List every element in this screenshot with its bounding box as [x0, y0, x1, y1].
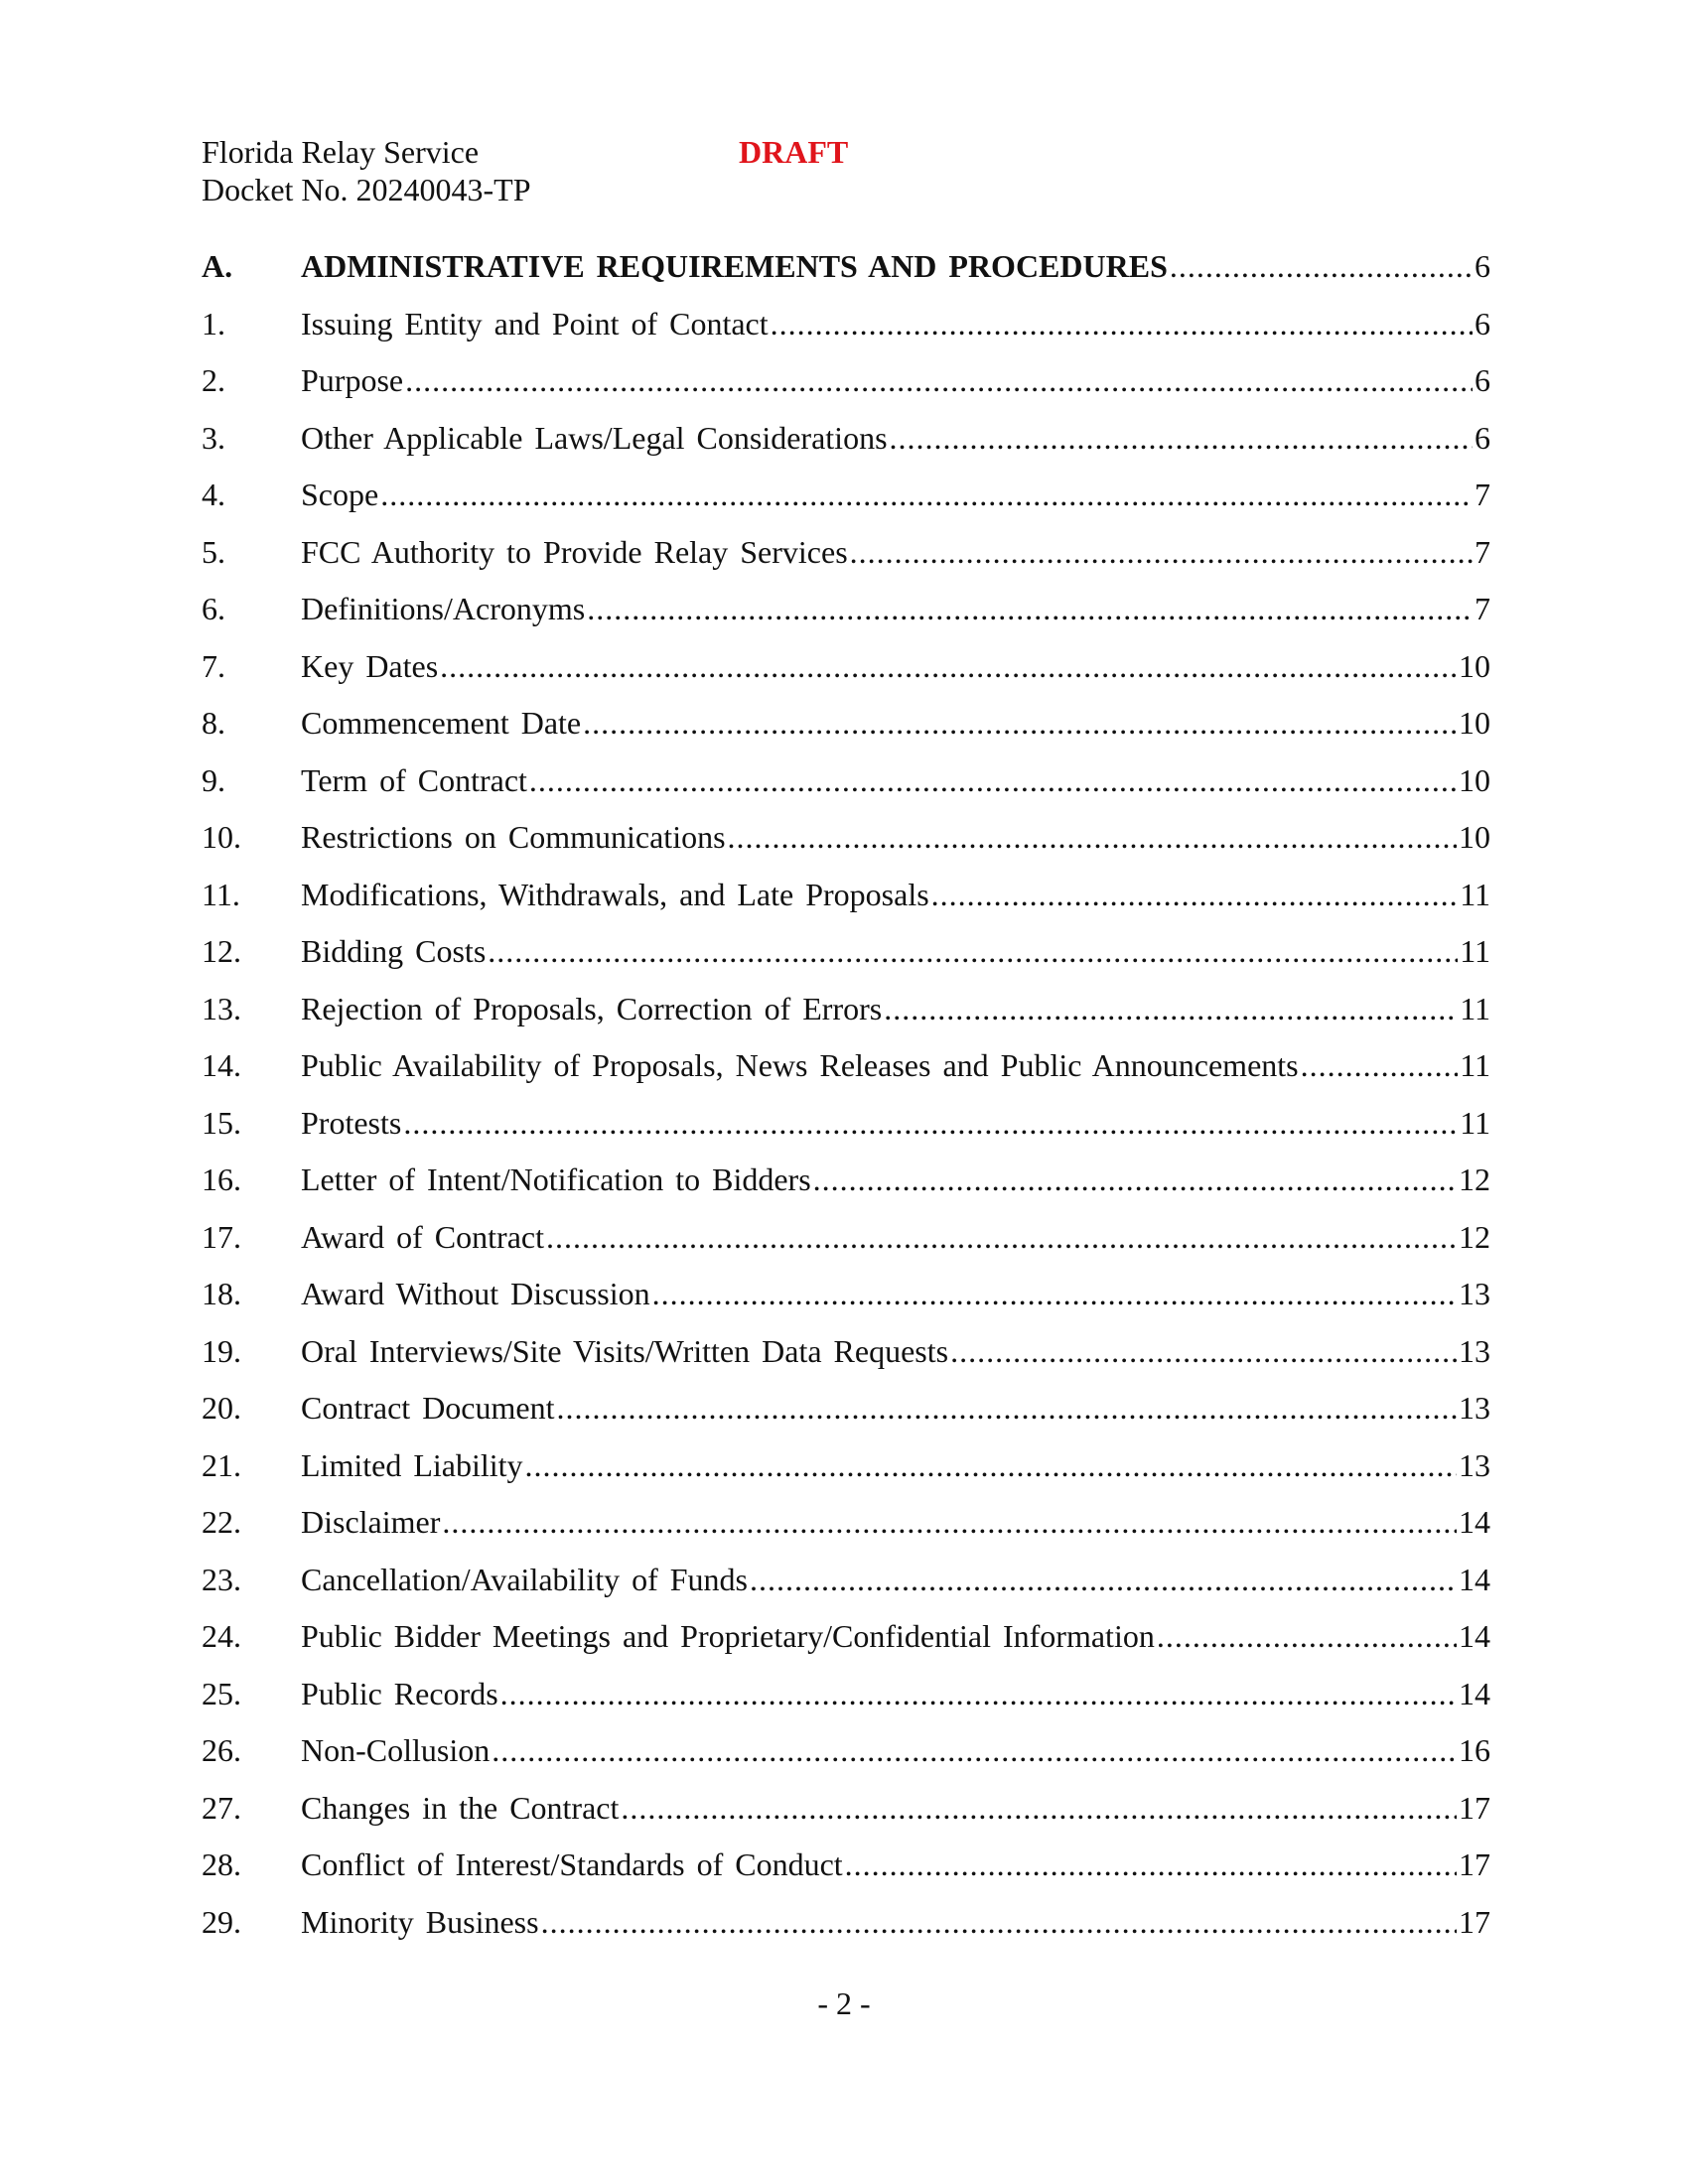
toc-entry [202, 418, 1490, 476]
toc-entry-page: 11 [1460, 876, 1490, 912]
toc-dot-leader [541, 1902, 1457, 1942]
toc-entry-number: 15. [202, 1104, 241, 1141]
toc-dot-leader [488, 931, 1458, 971]
toc-entry-page: 6 [1475, 305, 1490, 341]
toc-entry-title: Other Applicable Laws/Legal Considerations [301, 419, 888, 456]
toc-entry-page: 17 [1459, 1903, 1490, 1940]
toc-dot-leader [1170, 246, 1473, 286]
toc-entry-title: Changes in the Contract [301, 1789, 620, 1826]
toc-entry [202, 360, 1490, 418]
toc-entry-page: 14 [1459, 1675, 1490, 1711]
toc-dot-leader [587, 589, 1473, 628]
toc-entry-title: Scope [301, 477, 379, 512]
toc-entry [202, 1788, 1490, 1845]
toc-entry-page: 11 [1460, 1104, 1490, 1141]
toc-entry-page: 12 [1459, 1218, 1490, 1255]
toc-entry-title: Letter of Intent/Notification to Bidders [301, 1161, 811, 1197]
toc-entry [202, 1902, 1490, 1960]
toc-entry [202, 532, 1490, 590]
toc-dot-leader [621, 1788, 1457, 1828]
toc-entry-number: 14. [202, 1047, 241, 1083]
toc-entry-title: Limited Liability [301, 1446, 523, 1483]
toc-entry-title: Conflict of Interest/Standards of Conduct [301, 1846, 843, 1882]
toc-entry-page: 6 [1475, 362, 1490, 398]
toc-entry-title: Key Dates [301, 647, 439, 684]
toc-dot-leader [492, 1730, 1457, 1770]
toc-entry-number: 24. [202, 1618, 241, 1654]
toc-entry-number: 1. [202, 305, 225, 341]
toc-entry [202, 1560, 1490, 1617]
toc-entry-title: Disclaimer [301, 1504, 441, 1540]
toc-dot-leader [884, 989, 1458, 1028]
toc-entry-page: 10 [1459, 819, 1490, 855]
toc-dot-leader [813, 1160, 1457, 1199]
toc-entry [202, 646, 1490, 704]
toc-entry [202, 1616, 1490, 1674]
toc-entry-page: 16 [1459, 1732, 1490, 1768]
toc-entry-page: 13 [1459, 1446, 1490, 1483]
toc-entry-number: 29. [202, 1903, 241, 1940]
toc-entry-title: Restrictions on Communications [301, 819, 726, 855]
toc-dot-leader [556, 1388, 1457, 1428]
toc-entry-number: 7. [202, 647, 225, 684]
toc-entry-page: 7 [1475, 533, 1490, 570]
toc-entry-page: 7 [1475, 591, 1490, 626]
toc-entry-page: 11 [1460, 1047, 1490, 1083]
toc-entry-number: 3. [202, 419, 225, 456]
toc-dot-leader [525, 1445, 1457, 1485]
toc-entry-number: 16. [202, 1161, 241, 1197]
toc-entry [202, 1274, 1490, 1331]
toc-entry [202, 989, 1490, 1046]
toc-entry [202, 1160, 1490, 1217]
toc-dot-leader [546, 1217, 1457, 1257]
toc-entry-number: 21. [202, 1446, 241, 1483]
toc-entry-number: 5. [202, 533, 225, 570]
toc-entry-number: 22. [202, 1504, 241, 1540]
toc-entry-page: 10 [1459, 761, 1490, 798]
toc-entry-number: 17. [202, 1218, 241, 1255]
toc-dot-leader [405, 360, 1473, 400]
toc-dot-leader [652, 1274, 1457, 1313]
toc-entry-number: 27. [202, 1789, 241, 1826]
toc-entry-title: Purpose [301, 362, 404, 398]
toc-entry-title: Commencement Date [301, 705, 582, 741]
toc-dot-leader [403, 1103, 1458, 1143]
toc-dot-leader [440, 646, 1457, 686]
toc-entry-title: ADMINISTRATIVE REQUIREMENTS AND PROCEDURES [301, 248, 1168, 284]
toc-entry-title: Award of Contract [301, 1218, 544, 1255]
toc-entry-title: Term of Contract [301, 761, 527, 798]
toc-entry-page: 10 [1459, 705, 1490, 741]
toc-entry-title: Public Records [301, 1675, 498, 1711]
toc-entry-number: 9. [202, 761, 225, 798]
toc-entry-title: Bidding Costs [301, 933, 487, 969]
toc-entry-page: 17 [1459, 1846, 1490, 1882]
toc-entry-number: 6. [202, 591, 225, 626]
toc-entry-number: 18. [202, 1276, 241, 1311]
toc-entry-number: 23. [202, 1561, 241, 1597]
toc-dot-leader [845, 1844, 1457, 1884]
toc-entry [202, 931, 1490, 989]
toc-entry [202, 1502, 1490, 1560]
toc-entry-page: 10 [1459, 647, 1490, 684]
toc-entry-number: A. [202, 248, 233, 284]
toc-entry-title: FCC Authority to Provide Relay Services [301, 533, 848, 570]
table-of-contents [202, 246, 1490, 1959]
toc-entry-page: 6 [1475, 248, 1490, 284]
toc-entry-number: 12. [202, 933, 241, 969]
toc-entry [202, 475, 1490, 532]
toc-entry [202, 1730, 1490, 1788]
toc-entry-page: 13 [1459, 1332, 1490, 1369]
page-number: - 2 - [817, 1985, 871, 2021]
toc-entry [202, 760, 1490, 818]
toc-dot-leader [583, 703, 1457, 743]
toc-entry [202, 1674, 1490, 1731]
toc-entry-number: 25. [202, 1675, 241, 1711]
toc-dot-leader [750, 1560, 1457, 1599]
toc-entry [202, 1045, 1490, 1103]
toc-entry [202, 817, 1490, 875]
toc-dot-leader [1301, 1045, 1459, 1085]
toc-entry-number: 13. [202, 990, 241, 1026]
toc-dot-leader [1157, 1616, 1457, 1656]
toc-entry-title: Oral Interviews/Site Visits/Written Data Requests [301, 1332, 949, 1369]
toc-entry [202, 1844, 1490, 1902]
toc-entry-number: 20. [202, 1390, 241, 1426]
toc-entry-page: 13 [1459, 1276, 1490, 1311]
toc-entry-number: 26. [202, 1732, 241, 1768]
toc-dot-leader [728, 817, 1457, 857]
toc-entry-title: Protests [301, 1104, 402, 1141]
toc-entry-page: 13 [1459, 1390, 1490, 1426]
toc-dot-leader [850, 532, 1473, 572]
toc-entry [202, 1217, 1490, 1275]
toc-entry-number: 8. [202, 705, 225, 741]
toc-entry-number: 4. [202, 477, 225, 512]
toc-entry-page: 11 [1460, 990, 1490, 1026]
toc-entry-page: 14 [1459, 1561, 1490, 1597]
toc-entry-title: Issuing Entity and Point of Contact [301, 305, 769, 341]
toc-entry-number: 10. [202, 819, 241, 855]
toc-entry-page: 14 [1459, 1618, 1490, 1654]
toc-entry-page: 14 [1459, 1504, 1490, 1540]
toc-section-heading [202, 246, 1490, 304]
toc-entry [202, 1388, 1490, 1445]
toc-entry-page: 11 [1460, 933, 1490, 969]
toc-dot-leader [529, 760, 1457, 800]
toc-entry-page: 12 [1459, 1161, 1490, 1197]
toc-entry [202, 589, 1490, 646]
toc-dot-leader [442, 1502, 1457, 1542]
toc-dot-leader [931, 875, 1459, 914]
toc-entry [202, 1103, 1490, 1160]
toc-dot-leader [890, 418, 1473, 458]
toc-entry-title: Minority Business [301, 1903, 539, 1940]
toc-entry-page: 7 [1475, 477, 1490, 512]
docket-number: Docket No. 20240043-TP [202, 172, 531, 207]
toc-dot-leader [500, 1674, 1457, 1713]
toc-entry-title: Cancellation/Availability of Funds [301, 1561, 748, 1597]
toc-entry-number: 28. [202, 1846, 241, 1882]
toc-entry-number: 2. [202, 362, 225, 398]
toc-entry-title: Modifications, Withdrawals, and Late Proposals [301, 876, 929, 912]
toc-entry-title: Definitions/Acronyms [301, 591, 586, 626]
toc-entry-number: 19. [202, 1332, 241, 1369]
toc-entry [202, 304, 1490, 361]
toc-entry [202, 1445, 1490, 1503]
toc-entry-page: 17 [1459, 1789, 1490, 1826]
toc-entry-page: 6 [1475, 419, 1490, 456]
toc-entry [202, 1331, 1490, 1389]
toc-entry [202, 703, 1490, 760]
toc-entry-number: 11. [202, 876, 240, 912]
toc-entry-title: Non-Collusion [301, 1732, 491, 1768]
toc-entry-title: Contract Document [301, 1390, 555, 1426]
toc-dot-leader [950, 1331, 1457, 1371]
toc-dot-leader [771, 304, 1473, 343]
toc-entry-title: Rejection of Proposals, Correction of Errors [301, 990, 883, 1026]
draft-label: DRAFT [739, 134, 849, 170]
toc-entry-title: Public Bidder Meetings and Proprietary/Confidential Information [301, 1618, 1155, 1654]
organization-name: Florida Relay Service [202, 134, 480, 170]
toc-entry [202, 875, 1490, 932]
toc-dot-leader [380, 475, 1473, 514]
toc-entry-title: Public Availability of Proposals, News Releases and Public Announcements [301, 1047, 1299, 1083]
toc-entry-title: Award Without Discussion [301, 1276, 650, 1311]
